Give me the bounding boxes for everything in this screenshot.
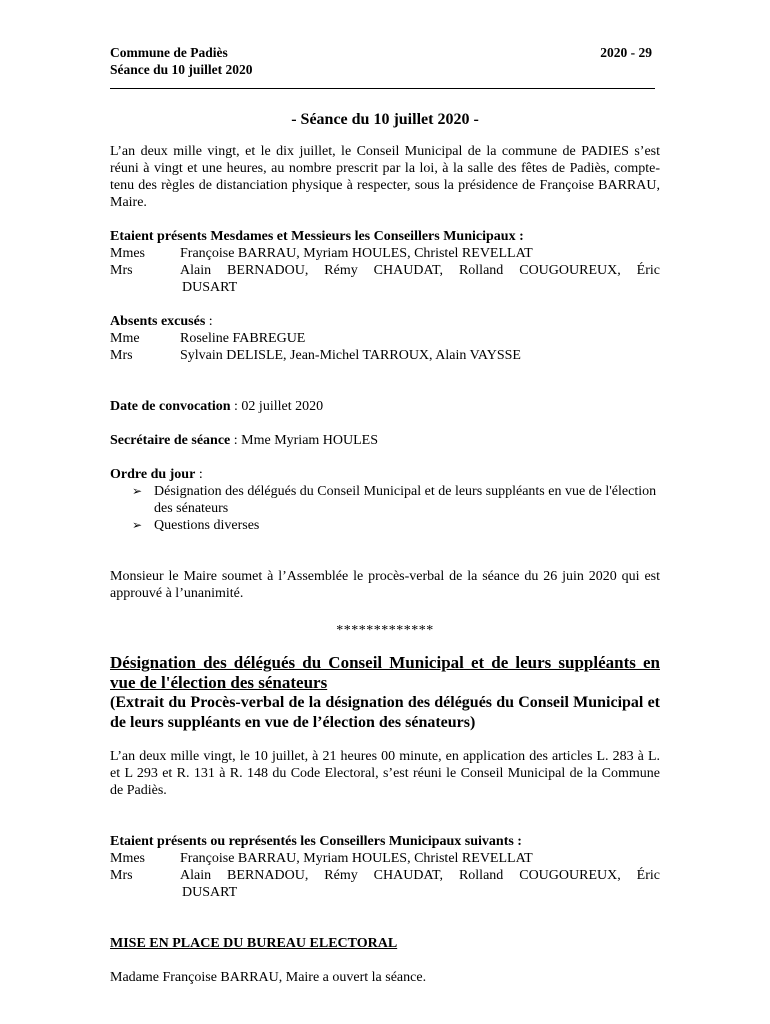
absents-mrs-row bbox=[110, 347, 660, 364]
ordre-item-1: Désignation des délégués du Conseil Municipal et de leurs suppléants en vue de l'élection des sénateurs bbox=[154, 484, 657, 516]
convocation-value: : 02 juillet 2020 bbox=[230, 399, 324, 414]
presents-mmes-row bbox=[110, 245, 660, 262]
mrs-names: Alain BERNADOU, Rémy CHAUDAT, Rolland COUGOUREUX, Éric bbox=[180, 263, 660, 278]
secretaire-label: Secrétaire de séance bbox=[110, 433, 231, 448]
pv-paragraph: Monsieur le Maire soumet à l’Assemblée le procès-verbal de la séance du 26 juin 2020 qui est approuvé à l’unanimité. bbox=[110, 569, 660, 601]
section-title-text: Désignation des délégués du Conseil Municipal et de leurs suppléants en vue de l'élection des sénateurs bbox=[110, 653, 660, 692]
page-title: - Séance du 10 juillet 2020 - bbox=[291, 111, 479, 128]
arrow-bullet-icon: ➢ bbox=[132, 484, 143, 498]
presents-block bbox=[110, 228, 660, 296]
header-seance: Séance du 10 juillet 2020 bbox=[110, 62, 253, 77]
header-rule bbox=[110, 88, 655, 89]
ordre-block bbox=[110, 466, 660, 534]
presents2-mrs-names: Alain BERNADOU, Rémy CHAUDAT, Rolland COUGOUREUX, Éric bbox=[180, 868, 660, 883]
ordre-heading-line bbox=[110, 466, 660, 483]
absents-block bbox=[110, 313, 660, 364]
ordre-label: Ordre du jour bbox=[110, 467, 196, 482]
convocation-label: Date de convocation bbox=[110, 399, 231, 414]
arrow-bullet-icon: ➢ bbox=[132, 518, 143, 532]
mme-label: Mme bbox=[110, 331, 140, 346]
mrs-label: Mrs bbox=[110, 263, 133, 278]
secretaire-value: : Mme Myriam HOULES bbox=[230, 433, 379, 448]
separator-stars: ************* bbox=[336, 623, 434, 638]
mme-names: Roseline FABREGUE bbox=[180, 331, 306, 346]
presents2-mmes-label: Mmes bbox=[110, 851, 145, 866]
convocation-line bbox=[110, 398, 660, 415]
mrs-names-cont: DUSART bbox=[182, 280, 238, 295]
document-page bbox=[110, 44, 660, 986]
absents-colon: : bbox=[205, 314, 213, 329]
presents2-mmes-names: Françoise BARRAU, Myriam HOULES, Christel REVELLAT bbox=[180, 851, 533, 866]
presents-heading: Etaient présents Mesdames et Messieurs les Conseillers Municipaux : bbox=[110, 229, 524, 244]
presents2-mmes-row bbox=[110, 850, 660, 867]
mrs-names-wrap bbox=[180, 262, 660, 296]
absents-mrs-label: Mrs bbox=[110, 348, 133, 363]
presents2-mrs-label: Mrs bbox=[110, 868, 133, 883]
presents2-mrs-wrap bbox=[180, 867, 660, 901]
presents2-mrs-row bbox=[110, 867, 660, 901]
absents-mme-row bbox=[110, 330, 660, 347]
mmes-label: Mmes bbox=[110, 246, 145, 261]
presents2-mrs-cont: DUSART bbox=[182, 885, 238, 900]
section-paragraph: L’an deux mille vingt, le 10 juillet, à 21 heures 00 minute, en application des articles L. 283 à L. et L 293 et R. 131 à R. 148 du Code Electoral, s’est réuni le Conseil Municipal de la Commune de Padiès. bbox=[110, 749, 660, 798]
section-subtitle: (Extrait du Procès-verbal de la désignation des délégués du Conseil Municipal et de leurs suppléants en vue de l’élection des sénateurs) bbox=[110, 694, 660, 731]
secretaire-line bbox=[110, 432, 660, 449]
intro-paragraph: L’an deux mille vingt, et le dix juillet, le Conseil Municipal de la commune de PADIES s’est réuni à vingt et une heures, au nombre prescrit par la loi, à la salle des fêtes de Padiès, compte-tenu des règles de distanciation physique à respecter, sous la présidence de Françoise BARRAU, Maire. bbox=[110, 144, 660, 210]
ordre-item-2: Questions diverses bbox=[154, 518, 260, 533]
absents-mrs-names: Sylvain DELISLE, Jean-Michel TARROUX, Alain VAYSSE bbox=[180, 348, 521, 363]
list-item bbox=[132, 517, 660, 534]
absents-heading: Absents excusés bbox=[110, 314, 206, 329]
bureau-paragraph: Madame Françoise BARRAU, Maire a ouvert la séance. bbox=[110, 970, 427, 985]
page-header bbox=[110, 44, 660, 78]
list-item bbox=[132, 483, 660, 517]
ordre-list bbox=[110, 483, 660, 534]
bureau-heading: MISE EN PLACE DU BUREAU ELECTORAL bbox=[110, 936, 398, 951]
header-commune: Commune de Padiès bbox=[110, 45, 228, 60]
presents2-block bbox=[110, 833, 660, 901]
ordre-colon: : bbox=[195, 467, 203, 482]
header-reference: 2020 - 29 bbox=[600, 45, 652, 60]
section-title bbox=[110, 653, 660, 693]
absents-heading-line bbox=[110, 313, 660, 330]
presents2-heading: Etaient présents ou représentés les Conseillers Municipaux suivants : bbox=[110, 834, 522, 849]
presents-mrs-row bbox=[110, 262, 660, 296]
mmes-names: Françoise BARRAU, Myriam HOULES, Christel REVELLAT bbox=[180, 246, 533, 261]
